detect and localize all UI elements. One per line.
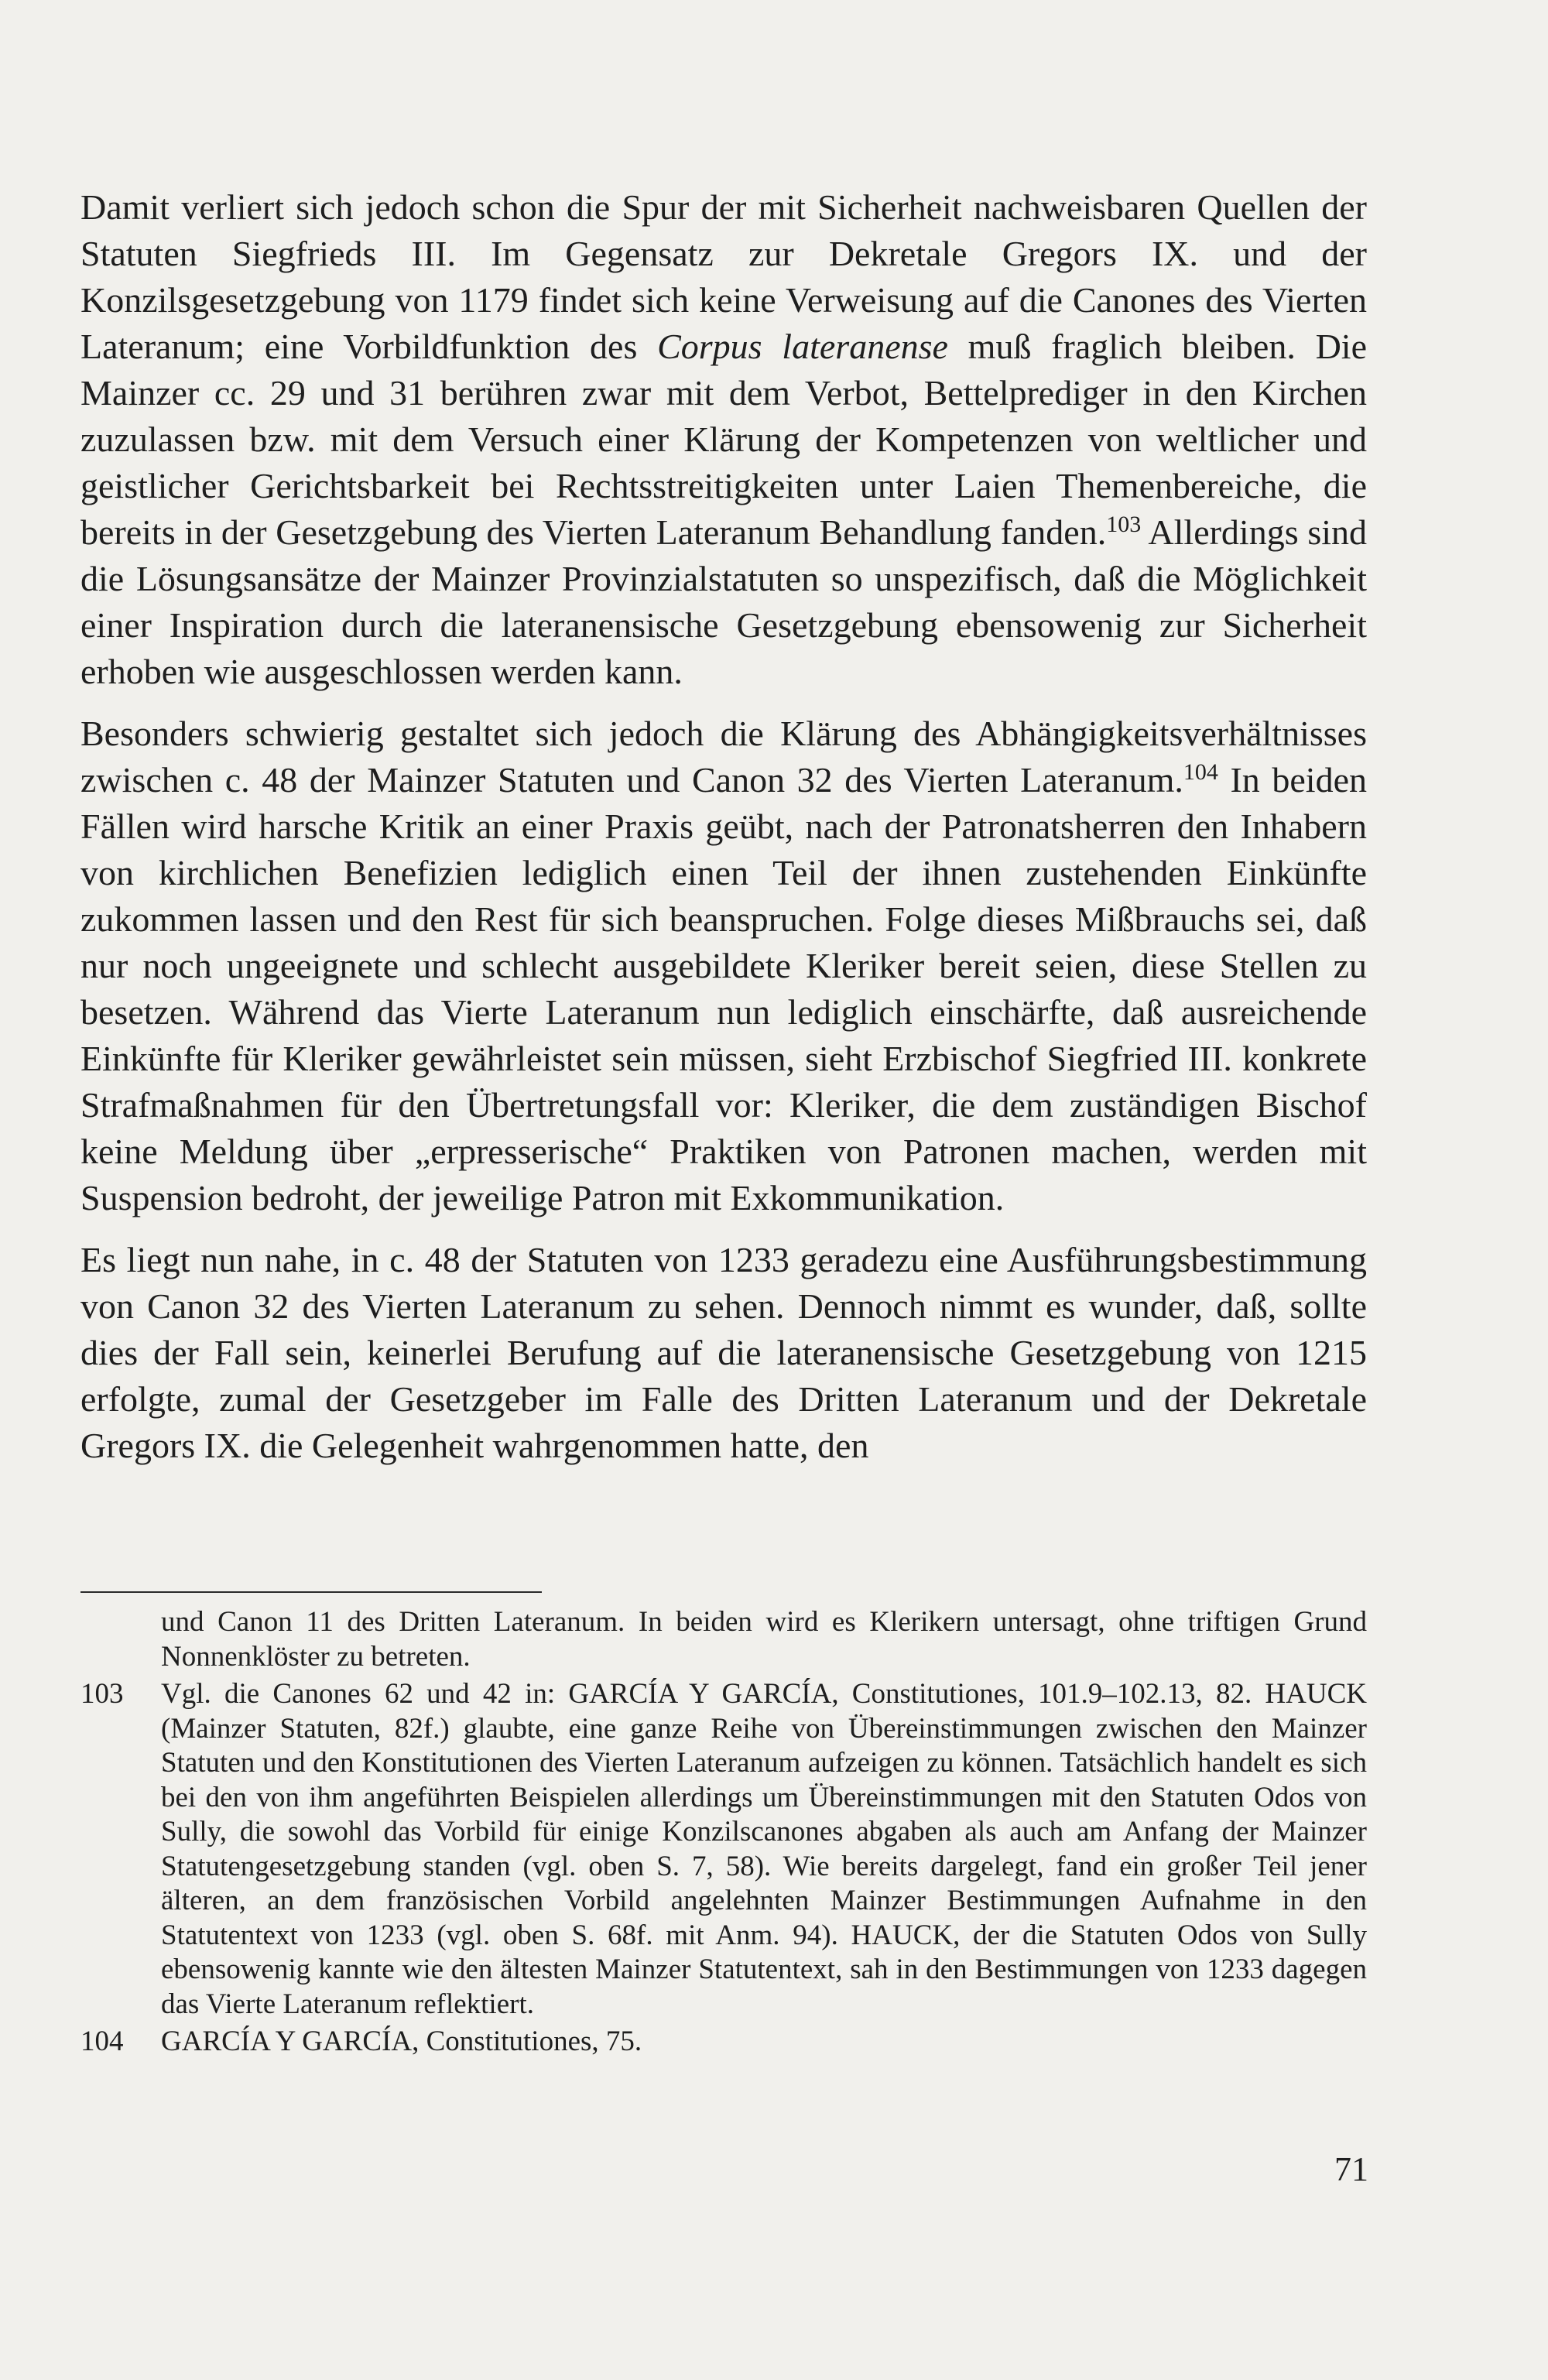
footnote-ref-103[interactable]: 103 xyxy=(1106,512,1142,537)
footnote-ref-104[interactable]: 104 xyxy=(1183,759,1218,785)
page-number: 71 xyxy=(1334,2150,1368,2188)
text-segment: Damit verliert sich jedoch schon die Spur der mit Sicherheit nachweisbaren Quellen der Statuten Siegfrieds III. Im Gegensatz zur Dekretale Gregors IX. und der Konzilsgesetzgebung von 1179 findet sich keine Verweisung auf die Canones des Vierten Lateranum; eine Vorbildfunktion des xyxy=(80,187,1367,366)
footnote-number: 104 xyxy=(80,2026,124,2057)
text-segment: In beiden Fällen wird harsche Kritik an einer Praxis geübt, nach der Patronatsherren den Inhabern von kirchlichen Benefizien lediglich einen Teil der ihnen zustehenden Einkünfte zukommen lassen und den Rest für sich beanspruchen. Folge dieses Mißbrauchs sei, daß nur noch ungeeignete und schlecht ausgebildete Kleriker bereit seien, diese Stellen zu besetzen. Während das Vierte Lateranum nun lediglich einschärfte, daß ausreichende Einkünfte für Kleriker gewährleistet sein müssen, sieht Erzbischof Siegfried III. konkrete Strafmaßnahmen für den Übertretungsfall vor: Kleriker, die dem zuständigen Bischof keine Meldung über „erpresserische“ Praktiken von Patronen machen, werden mit Suspension bedroht, der jeweilige Patron mit Exkommunikation. xyxy=(80,760,1367,1217)
text-segment: Allerdings sind die Lösungsansätze der Mainzer Provinzialstatuten so unspezifisch, daß die Möglichkeit einer Inspiration durch die lateranensische Gesetzgebung ebensowenig zur Sicherheit erhoben wie ausgeschlossen werden kann. xyxy=(80,512,1367,691)
footnote-text: Vgl. die Canones 62 und 42 in: GARCÍA Y GARCÍA, Constitutiones, 101.9–102.13, 82. HAUCK (Mainzer Statuten, 82f.) glaubte, eine ganze Reihe von Übereinstimmungen zwischen den Mainzer Statuten und den Konstitutionen des Vierten Lateranum aufzeigen zu können. Tatsächlich handelt es sich bei den von ihm angeführten Beispielen allerdings um Übereinstimmungen mit den Statuten Odos von Sully, die sowohl das Vorbild für einige Konzilscanones abgaben als auch am Anfang der Mainzer Statutengesetzgebung standen (vgl. oben S. 7, 58). Wie bereits dargelegt, fand ein großer Teil jener älteren, an dem französischen Vorbild angelehnten Mainzer Bestimmungen Aufnahme in den Statutentext von 1233 (vgl. oben S. 68f. mit Anm. 94). HAUCK, der die Statuten Odos von Sully ebensowenig kannte wie den ältesten Mainzer Statutentext, sah in den Bestimmungen von 1233 dagegen das Vierte Lateranum reflektiert. xyxy=(161,1678,1367,2020)
footnotes xyxy=(80,1605,1367,2060)
text-segment: Es liegt nun nahe, in c. 48 der Statuten von 1233 geradezu eine Ausführungsbestimmung von Canon 32 des Vierten Lateranum zu sehen. Dennoch nimmt es wunder, daß, sollte dies der Fall sein, keinerlei Berufung auf die lateranensische Gesetzgebung von 1215 erfolgte, zumal der Gesetzgeber im Falle des Dritten Lateranum und der Dekretale Gregors IX. die Gelegenheit wahrgenommen hatte, den xyxy=(80,1240,1367,1465)
footnote-text: GARCÍA Y GARCÍA, Constitutiones, 75. xyxy=(161,2026,642,2057)
footnote-104 xyxy=(80,2025,1367,2060)
italic-title: Corpus lateranense xyxy=(657,327,948,366)
paragraph-3 xyxy=(80,1237,1367,1469)
footnote-continuation xyxy=(80,1605,1367,1674)
paragraph-1 xyxy=(80,184,1367,695)
main-text xyxy=(80,184,1367,1469)
footnote-text: und Canon 11 des Dritten Lateranum. In beiden wird es Klerikern untersagt, ohne triftigen Grund Nonnenklöster zu betreten. xyxy=(161,1606,1367,1673)
footnote-number: 103 xyxy=(80,1678,124,1710)
text-segment: muß fraglich bleiben. Die Mainzer cc. 29 und 31 berühren zwar mit dem Verbot, Bettelprediger in den Kirchen zuzulassen bzw. mit dem Versuch einer Klärung der Kompetenzen von weltlicher und geistlicher Gerichtsbarkeit bei Rechtsstreitigkeiten unter Laien Themenbereiche, die bereits in der Gesetzgebung des Vierten Lateranum Behandlung fanden. xyxy=(80,327,1367,552)
text-segment: Besonders schwierig gestaltet sich jedoch die Klärung des Abhängigkeitsverhältnisses zwischen c. 48 der Mainzer Statuten und Canon 32 des Vierten Lateranum. xyxy=(80,714,1367,800)
paragraph-2 xyxy=(80,711,1367,1221)
footnote-103 xyxy=(80,1677,1367,2022)
footnote-divider xyxy=(80,1591,542,1593)
